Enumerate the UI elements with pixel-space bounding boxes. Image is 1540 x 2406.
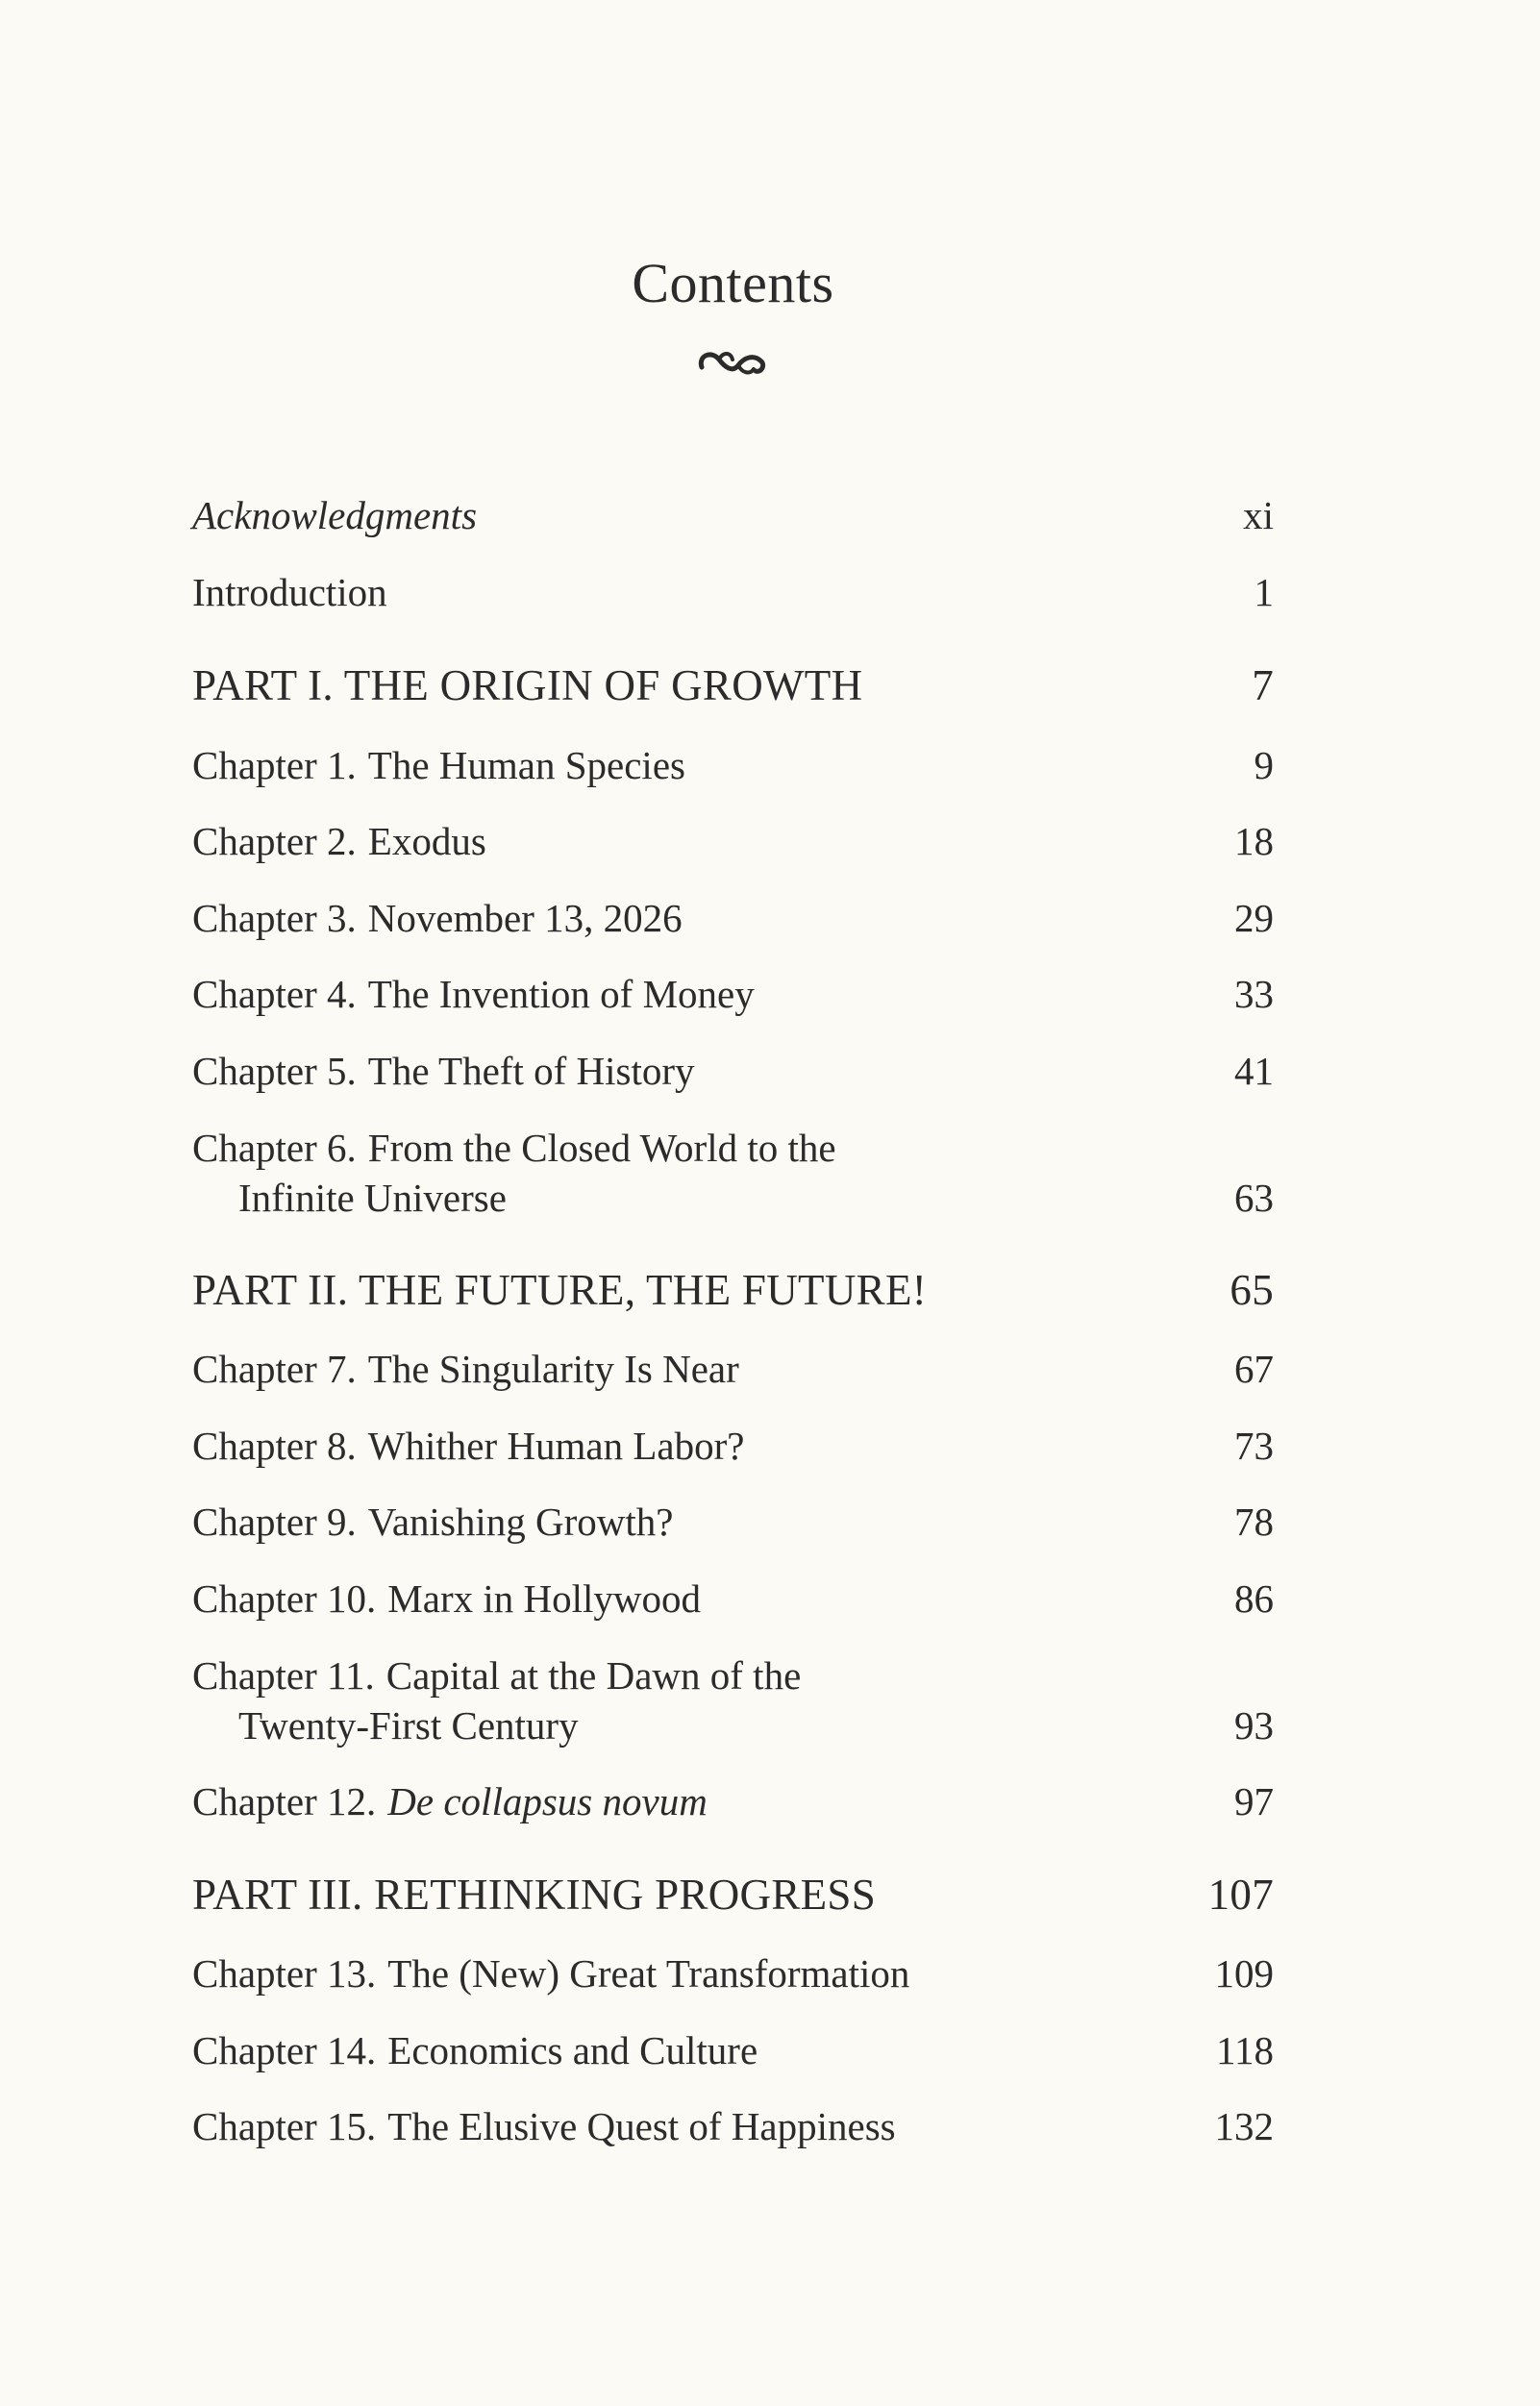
chapter-number: Chapter 1. — [192, 743, 357, 787]
chapter-number: Chapter 8. — [192, 1424, 357, 1468]
toc-page-number: 33 — [1234, 972, 1274, 1016]
toc-part-title: PART I. THE ORIGIN OF GROWTH — [192, 661, 863, 709]
toc-entry-title: The Elusive Quest of Happiness — [387, 2104, 896, 2148]
toc-entry-title: Introduction — [192, 570, 387, 614]
toc-page-number: 118 — [1216, 2028, 1274, 2072]
toc-part-2 — [192, 1265, 1274, 1315]
toc-entry-title: The Singularity Is Near — [367, 1347, 739, 1391]
toc-page-number: 109 — [1214, 1951, 1274, 1996]
toc-page-number: 18 — [1234, 819, 1274, 863]
toc-chapter-3 — [192, 893, 1274, 943]
chapter-number: Chapter 3. — [192, 896, 357, 940]
toc-chapter-5 — [192, 1046, 1274, 1096]
toc-entry-title: Vanishing Growth? — [367, 1500, 674, 1544]
toc-chapter-2 — [192, 816, 1274, 866]
chapter-number: Chapter 14. — [192, 2028, 377, 2072]
chapter-number: Chapter 9. — [192, 1500, 357, 1544]
chapter-number: Chapter 5. — [192, 1049, 357, 1093]
toc-part-1 — [192, 660, 1274, 710]
chapter-number: Chapter 13. — [192, 1951, 377, 1996]
toc-page-number: 93 — [1234, 1703, 1274, 1748]
toc-entry-introduction — [192, 567, 1274, 617]
toc-chapter-14 — [192, 2025, 1274, 2075]
toc-entry-title: The Invention of Money — [367, 972, 755, 1016]
toc-entry-title: Capital at the Dawn of the — [385, 1653, 802, 1698]
toc-entry-title: From the Closed World to the — [367, 1126, 836, 1170]
toc-page-number: xi — [1243, 493, 1274, 537]
toc-chapter-8 — [192, 1421, 1274, 1471]
toc-chapter-11 — [192, 1650, 1274, 1750]
toc-page-number: 97 — [1234, 1779, 1274, 1823]
toc-chapter-13 — [192, 1948, 1274, 1998]
toc-entry-title-continued: Infinite Universe — [238, 1176, 507, 1220]
toc-chapter-4 — [192, 969, 1274, 1019]
toc-part-title: PART III. RETHINKING PROGRESS — [192, 1871, 877, 1919]
toc-page-number: 73 — [1234, 1424, 1274, 1468]
toc-chapter-7 — [192, 1344, 1274, 1394]
toc-page-number: 29 — [1234, 896, 1274, 940]
toc-entry-title: The (New) Great Transformation — [387, 1951, 910, 1996]
toc-page-number: 63 — [1234, 1176, 1274, 1220]
page-title: Contents — [632, 252, 834, 314]
toc-entry-title: Acknowledgments — [192, 493, 478, 537]
chapter-number: Chapter 2. — [192, 819, 357, 863]
toc-entry-title: The Human Species — [367, 743, 685, 787]
toc-entry-acknowledgments — [192, 490, 1274, 540]
chapter-number: Chapter 15. — [192, 2104, 377, 2148]
toc-chapter-9 — [192, 1497, 1274, 1547]
toc-page-number: 132 — [1214, 2104, 1274, 2148]
toc-entry-title: The Theft of History — [367, 1049, 695, 1093]
toc-page-number: 78 — [1234, 1500, 1274, 1544]
toc-page-number: 86 — [1234, 1576, 1274, 1621]
toc-entry-title: Whither Human Labor? — [367, 1424, 745, 1468]
toc-entry-title: Economics and Culture — [387, 2028, 758, 2072]
chapter-number: Chapter 11. — [192, 1653, 375, 1698]
toc-part-title: PART II. THE FUTURE, THE FUTURE! — [192, 1266, 928, 1314]
toc-entry-title: De collapsus novum — [387, 1779, 708, 1823]
toc-chapter-1 — [192, 740, 1274, 790]
toc-entry-title: Exodus — [367, 819, 486, 863]
toc-page-number: 7 — [1252, 661, 1274, 709]
toc-chapter-15 — [192, 2101, 1274, 2151]
chapter-number: Chapter 10. — [192, 1576, 377, 1621]
toc-page-number: 1 — [1254, 570, 1274, 614]
chapter-number: Chapter 4. — [192, 972, 357, 1016]
toc-page-number: 9 — [1254, 743, 1274, 787]
toc-part-3 — [192, 1870, 1274, 1920]
ornament-icon — [694, 344, 771, 383]
chapter-number: Chapter 7. — [192, 1347, 357, 1391]
toc-chapter-10 — [192, 1574, 1274, 1624]
toc-page-number: 67 — [1234, 1347, 1274, 1391]
toc-page-number: 41 — [1234, 1049, 1274, 1093]
toc-entry-title: Marx in Hollywood — [387, 1576, 701, 1621]
toc-entry-title-continued: Twenty-First Century — [238, 1703, 579, 1748]
toc-chapter-6 — [192, 1123, 1274, 1223]
toc-entry-title: November 13, 2026 — [367, 896, 683, 940]
chapter-number: Chapter 6. — [192, 1126, 357, 1170]
chapter-number: Chapter 12. — [192, 1779, 377, 1823]
toc-chapter-12 — [192, 1776, 1274, 1826]
toc-page-number: 107 — [1207, 1871, 1274, 1919]
toc-page-number: 65 — [1230, 1266, 1274, 1314]
